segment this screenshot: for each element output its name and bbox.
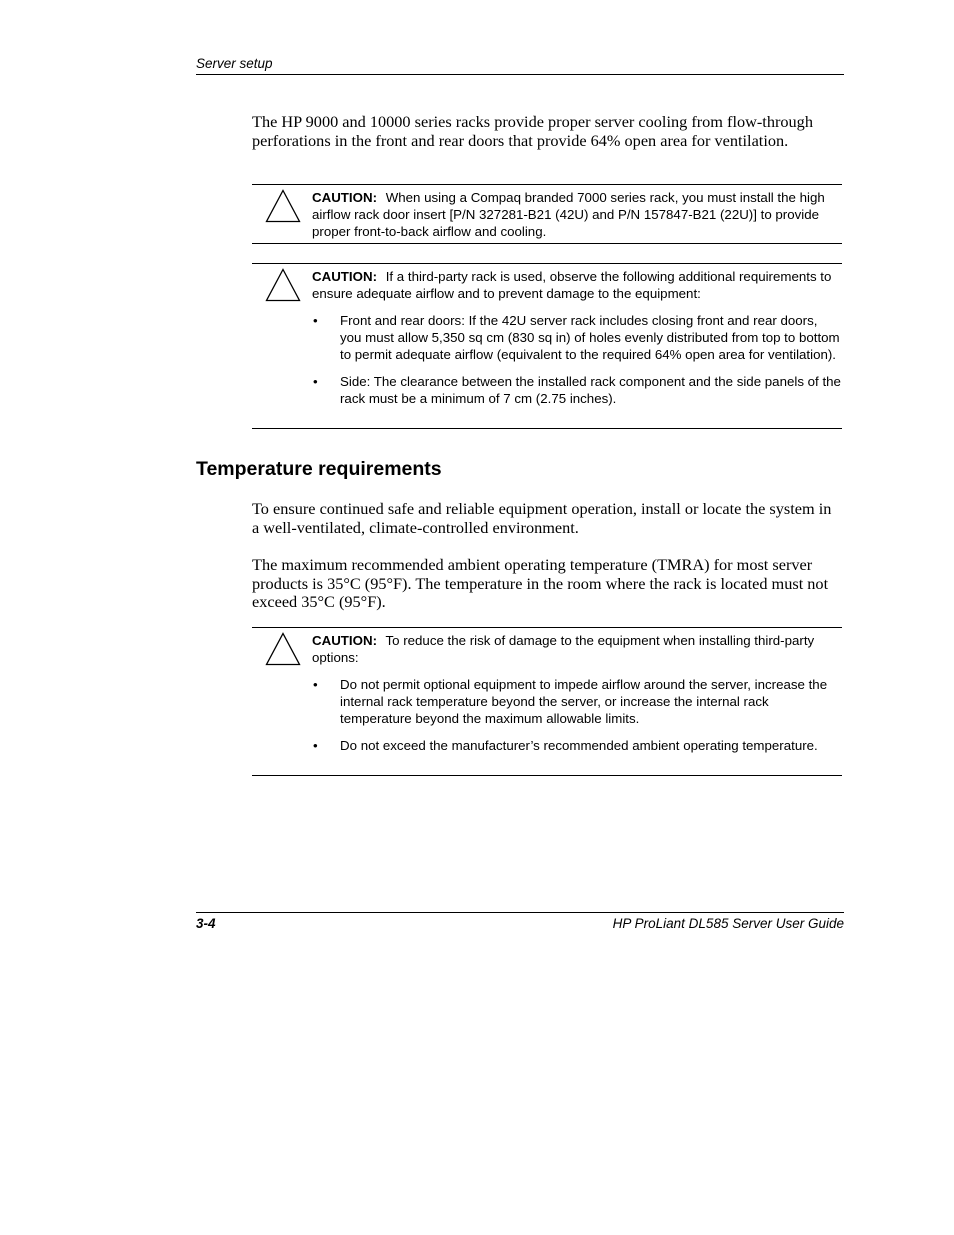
page-number: 3-4 — [196, 916, 216, 931]
list-item-text: Side: The clearance between the installed rack component and the side panels of the rack must be a minimum of 7 cm (2.75 inches). — [340, 374, 841, 406]
caution-triangle-icon — [265, 189, 301, 223]
caution-bullet-list — [312, 676, 842, 754]
guide-title: HP ProLiant DL585 Server User Guide — [612, 916, 844, 931]
list-item — [312, 373, 842, 407]
caution-box-door-insert — [252, 184, 842, 244]
running-header — [196, 55, 844, 75]
bullet-glyph: • — [313, 313, 318, 328]
bullet-glyph: • — [313, 677, 318, 692]
temperature-paragraph-1: To ensure continued safe and reliable equipment operation, install or locate the system in a well-ventilated, climate-controlled environment. — [252, 499, 832, 537]
section-heading-temperature: Temperature requirements — [196, 458, 442, 480]
intro-paragraph: The HP 9000 and 10000 series racks provide proper server cooling from flow-through perforations in the front and rear doors that provide 64% open area for ventilation. — [252, 112, 813, 150]
list-item-text: Do not permit optional equipment to impede airflow around the server, increase the internal rack temperature beyond the server, or increase the internal rack temperature beyond the maximum allowable limits. — [340, 677, 828, 726]
caution-label: CAUTION: — [312, 633, 377, 648]
list-item — [312, 737, 842, 754]
caution-triangle-icon — [265, 632, 301, 666]
page-footer — [196, 912, 844, 935]
caution-box-third-party-rack — [252, 263, 842, 429]
list-item-text: Front and rear doors: If the 42U server rack includes closing front and rear doors, you must allow 5,350 sq cm (830 sq in) of holes evenly distributed from top to bottom to permit adequate airflow (equivalent to the required 64% open area for ventilation). — [340, 313, 840, 362]
caution-text: If a third-party rack is used, observe the following additional requirements to ensure adequate airflow and to prevent damage to the equipment: — [312, 269, 832, 301]
caution-text: To reduce the risk of damage to the equipment when installing third-party options: — [312, 633, 815, 665]
temperature-paragraph-2: The maximum recommended ambient operating temperature (TMRA) for most server products is 35°C (95°F). The temperature in the room where the rack is located must not exceed 35°C (95°F). — [252, 555, 829, 611]
caution-triangle-icon — [265, 268, 301, 302]
list-item-text: Do not exceed the manufacturer’s recommended ambient operating temperature. — [340, 738, 818, 753]
bullet-glyph: • — [313, 374, 318, 389]
caution-label: CAUTION: — [312, 269, 377, 284]
caution-box-third-party-options — [252, 627, 842, 776]
caution-bullet-list — [312, 312, 842, 407]
list-item — [312, 676, 842, 727]
bullet-glyph: • — [313, 738, 318, 753]
caution-label: CAUTION: — [312, 190, 377, 205]
caution-text: When using a Compaq branded 7000 series rack, you must install the high airflow rack door insert [P/N 327281-B21 (42U) and P/N 157847-B21 (22U)] to provide proper front-to-back airflow and cooling. — [312, 190, 825, 239]
list-item — [312, 312, 842, 363]
header-section-title: Server setup — [196, 56, 273, 71]
